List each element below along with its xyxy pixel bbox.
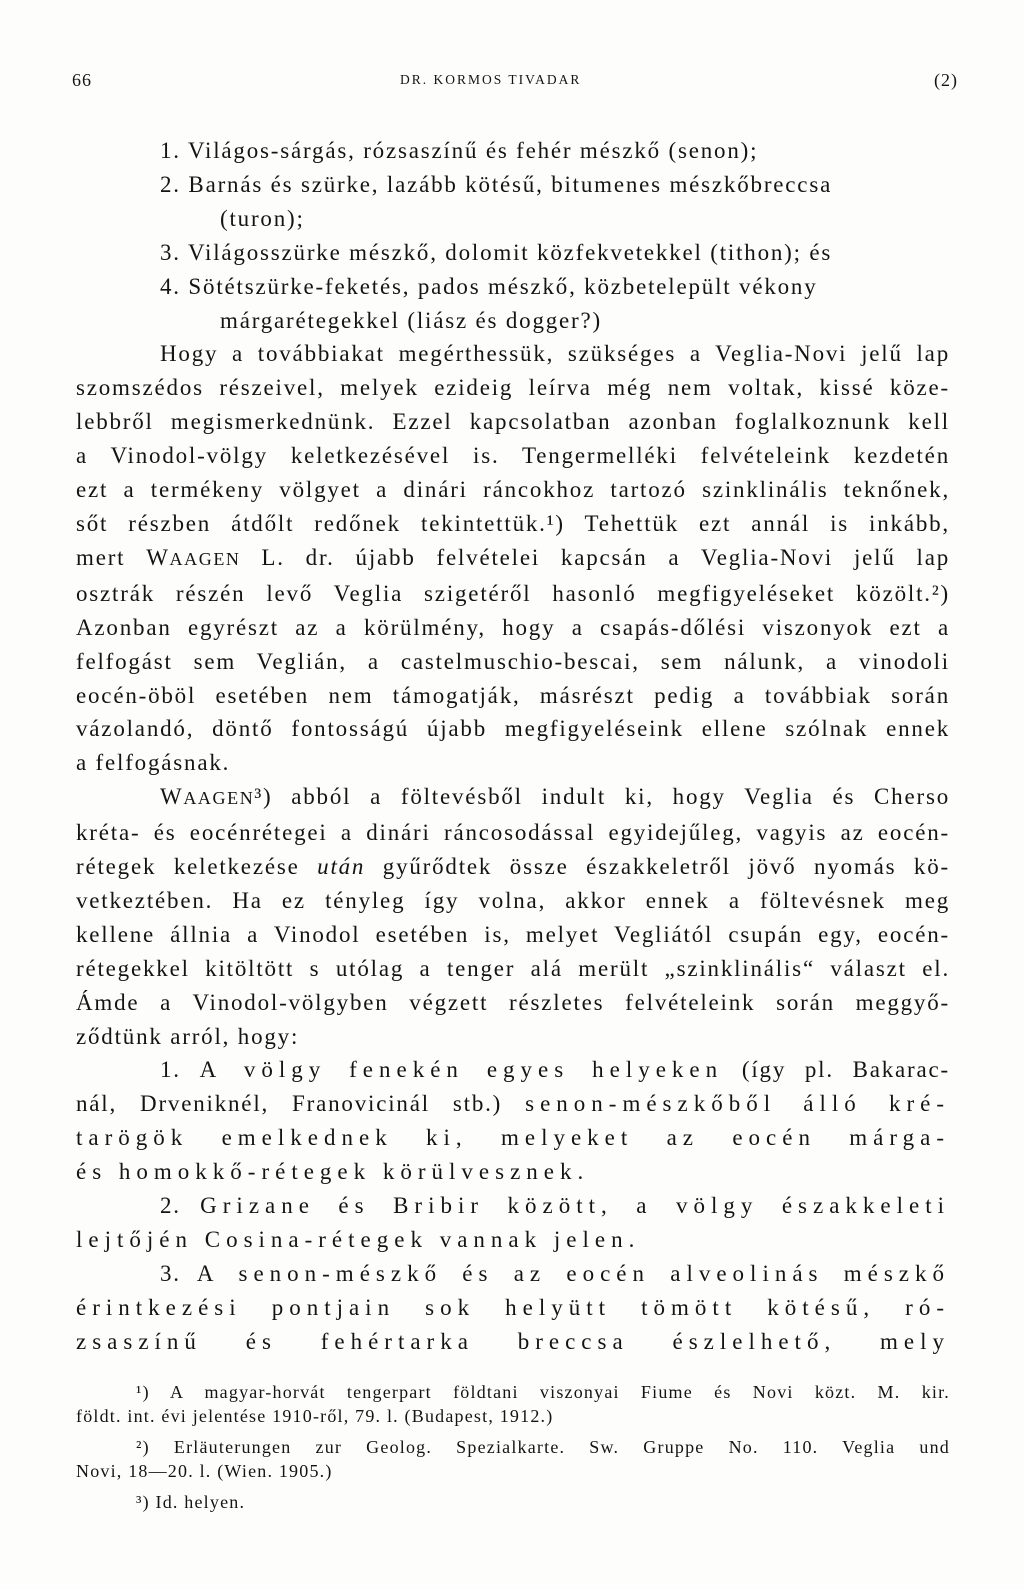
text-line <box>76 337 950 371</box>
list-item-text: (turon); <box>220 205 305 231</box>
text-run: rétegekkel kitöltött s utólag a tenger alá merült „szinklinális“ választ el. <box>76 955 950 981</box>
footnote-text: A magyar-horvát tengerpart földtani viszonyai Fiume és Novi közt. M. kir. <box>170 1382 950 1402</box>
list-item <box>76 1257 950 1359</box>
text-line <box>76 816 950 850</box>
text-run: osztrák részén levő Veglia szigetéről hasonló megfigyeléseket közölt.²) <box>76 580 950 606</box>
text-run: sőt részben átdőlt redőnek tekintettük.¹) Tehettük ezt annál is inkább, <box>76 510 950 536</box>
footnote-marker: ¹) <box>136 1382 150 1402</box>
list-item-text: Sötétszürke-feketés, pados mészkő, közbetelepült vékony <box>188 273 818 299</box>
text-line <box>76 473 950 507</box>
text-line <box>76 1380 950 1404</box>
list-item <box>76 1053 950 1189</box>
text-run: Azonban egyrészt az a körülmény, hogy a csapás-dőlési viszonyok ezt a <box>76 614 950 640</box>
text-line <box>76 1053 950 1087</box>
text-run: ződtünk arról, hogy: <box>76 1023 300 1049</box>
text-run: kellene állnia a Vinodol esetében is, melyet Vegliától csupán egy, eocén- <box>76 921 950 947</box>
text-line <box>76 439 950 473</box>
running-title: DR. KORMOS TIVADAR <box>400 72 582 87</box>
spaced-emphasis: és homokkő-rétegek körülvesznek. <box>76 1159 590 1185</box>
text-line <box>76 134 950 168</box>
text-line <box>76 1291 950 1325</box>
page-number: 66 <box>72 70 92 90</box>
spaced-emphasis: zsaszínű és fehértarka breccsa észlelhető, mely <box>76 1328 950 1354</box>
text-line <box>76 236 950 270</box>
footnote-marker: ²) <box>136 1437 150 1457</box>
paragraph <box>76 780 950 1053</box>
text-line <box>76 1087 950 1121</box>
list-item <box>76 1189 950 1257</box>
text-run: gyűrődtek össze északkeletről jövő nyomás kö- <box>365 854 950 880</box>
footnote-text: földt. int. évi jelentése 1910-ről, 79. l. (Budapest, 1912.) <box>76 1406 554 1426</box>
text-line <box>76 371 950 405</box>
text-line <box>76 850 950 884</box>
list-item-text: Világos-sárgás, rózsaszínű és fehér mészkő (senon); <box>188 138 759 163</box>
author-name: WAAGEN <box>146 544 241 570</box>
list-item-text: márgarétegekkel (liász és dogger?) <box>220 307 602 333</box>
list-item <box>76 236 950 270</box>
text-line <box>76 577 950 611</box>
text-line <box>76 304 950 338</box>
text-line <box>76 679 950 713</box>
text-run: felfogást sem Veglián, a castelmuschio-bescai, sem nálunk, a vinodoli <box>76 648 950 674</box>
spaced-emphasis: lejtőjén Cosina-rétegek vannak jelen. <box>76 1227 641 1252</box>
text-line <box>76 1020 950 1054</box>
text-line <box>76 202 950 236</box>
item-number: 1. <box>160 138 181 163</box>
footnote <box>76 1435 950 1483</box>
text-line <box>76 1459 950 1483</box>
text-run: ezt a termékeny völgyet a dinári ráncokhoz tartozó szinklinális teknőnek, <box>76 477 950 503</box>
text-run: vázolandó, döntő fontosságú újabb megfigyeléseink ellene szólnak ennek <box>76 716 950 742</box>
text-line <box>76 1155 950 1189</box>
text-line <box>76 405 950 439</box>
text-line <box>76 712 950 746</box>
footnote-text: Novi, 18—20. l. (Wien. 1905.) <box>76 1461 333 1481</box>
footnote <box>76 1490 950 1514</box>
text-line <box>76 1257 950 1291</box>
text-run: ³) abból a föltevésből indult ki, hogy Veglia és Cherso <box>254 784 950 810</box>
text-line <box>76 1404 950 1428</box>
text-line <box>76 168 950 202</box>
text-run: lebbről megismerkednünk. Ezzel kapcsolatban azonban foglalkoznunk kell <box>76 409 950 435</box>
text-line <box>76 780 950 816</box>
spaced-emphasis: érintkezési pontjain sok helyütt tömött kötésű, ró- <box>76 1294 950 1320</box>
sheet-number: (2) <box>934 70 958 90</box>
text-run: nál, Drveniknél, Franovicinál stb.) <box>76 1091 526 1117</box>
spaced-emphasis: tarögök emelkednek ki, melyeket az eocén márga- <box>76 1125 950 1151</box>
italic-emphasis: után <box>317 854 366 880</box>
text-line <box>76 611 950 645</box>
text-line <box>76 952 950 986</box>
text-run: a felfogásnak. <box>76 750 231 776</box>
text-line <box>76 1121 950 1155</box>
list-item <box>76 134 950 168</box>
spaced-emphasis: A senon-mészkő és az eocén alveolinás mészkő <box>196 1260 950 1286</box>
item-number: 1. <box>160 1057 181 1083</box>
text-line <box>76 541 950 577</box>
text-line <box>76 746 950 780</box>
text-run: L. dr. újabb felvételei kapcsán a Veglia-Novi jelű lap <box>240 544 951 570</box>
item-number: 2. <box>160 171 181 197</box>
item-number: 3. <box>160 1260 181 1286</box>
observations-list <box>76 1053 950 1358</box>
spaced-emphasis: A völgy fenekén egyes helyeken <box>199 1057 724 1083</box>
list-item-text: Világosszürke mészkő, dolomit közfekvetekkel (tithon); és <box>188 239 833 265</box>
text-line <box>76 645 950 679</box>
footnote-text: Erläuterungen zur Geolog. Spezialkarte. Sw. Gruppe No. 110. Veglia und <box>173 1437 951 1457</box>
text-run: rétegek keletkezése <box>76 854 318 880</box>
text-line <box>76 1189 950 1223</box>
item-number: 3. <box>160 239 181 265</box>
text-line <box>76 1490 950 1514</box>
text-run: mert <box>76 544 147 570</box>
list-item-text: Barnás és szürke, lazább kötésű, bitumenes mészkőbreccsa <box>188 171 833 197</box>
text-run: eocén-öböl esetében nem támogatják, másrészt pedig a továbbiak során <box>76 682 950 708</box>
text-run: vetkeztében. Ha ez tényleg így volna, akkor ennek a föltevésnek meg <box>76 887 950 913</box>
footnotes <box>76 1380 950 1521</box>
footnote <box>76 1380 950 1428</box>
text-line <box>76 918 950 952</box>
author-name: WAAGEN <box>160 784 255 810</box>
footnote-marker: ³) <box>136 1492 150 1512</box>
text-run: a Vinodol-völgy keletkezésével is. Tengermelléki felvételeink kezdetén <box>76 443 950 469</box>
list-item <box>76 168 950 236</box>
item-number: 4. <box>160 273 181 299</box>
list-item <box>76 270 950 338</box>
strata-list <box>76 134 950 337</box>
text-line <box>76 1325 950 1359</box>
text-line <box>76 1223 950 1257</box>
footnote-text: Id. helyen. <box>155 1492 246 1512</box>
spaced-emphasis: Grizane és Bribir között, a völgy északkeleti <box>200 1193 950 1219</box>
text-run: Hogy a továbbiakat megérthessük, szükséges a Veglia-Novi jelű lap <box>160 341 950 367</box>
text-run: Ámde a Vinodol-völgyben végzett részletes felvételeink során meggyő- <box>76 989 950 1015</box>
text-line <box>76 884 950 918</box>
spaced-emphasis: senon-mészkőből álló kré- <box>525 1091 950 1117</box>
text-run: (így pl. Bakarac- <box>723 1057 950 1083</box>
item-number: 2. <box>160 1193 181 1219</box>
text-line <box>76 1435 950 1459</box>
text-run: kréta- és eocénrétegei a dinári ráncosodással egyidejűleg, vagyis az eocén- <box>76 820 950 846</box>
text-line <box>76 986 950 1020</box>
text-run: szomszédos részeivel, melyek ezideig leírva még nem voltak, kissé köze- <box>76 375 950 401</box>
paragraph <box>76 337 950 780</box>
text-line <box>76 270 950 304</box>
text-line <box>76 507 950 541</box>
body-text <box>76 134 950 1359</box>
